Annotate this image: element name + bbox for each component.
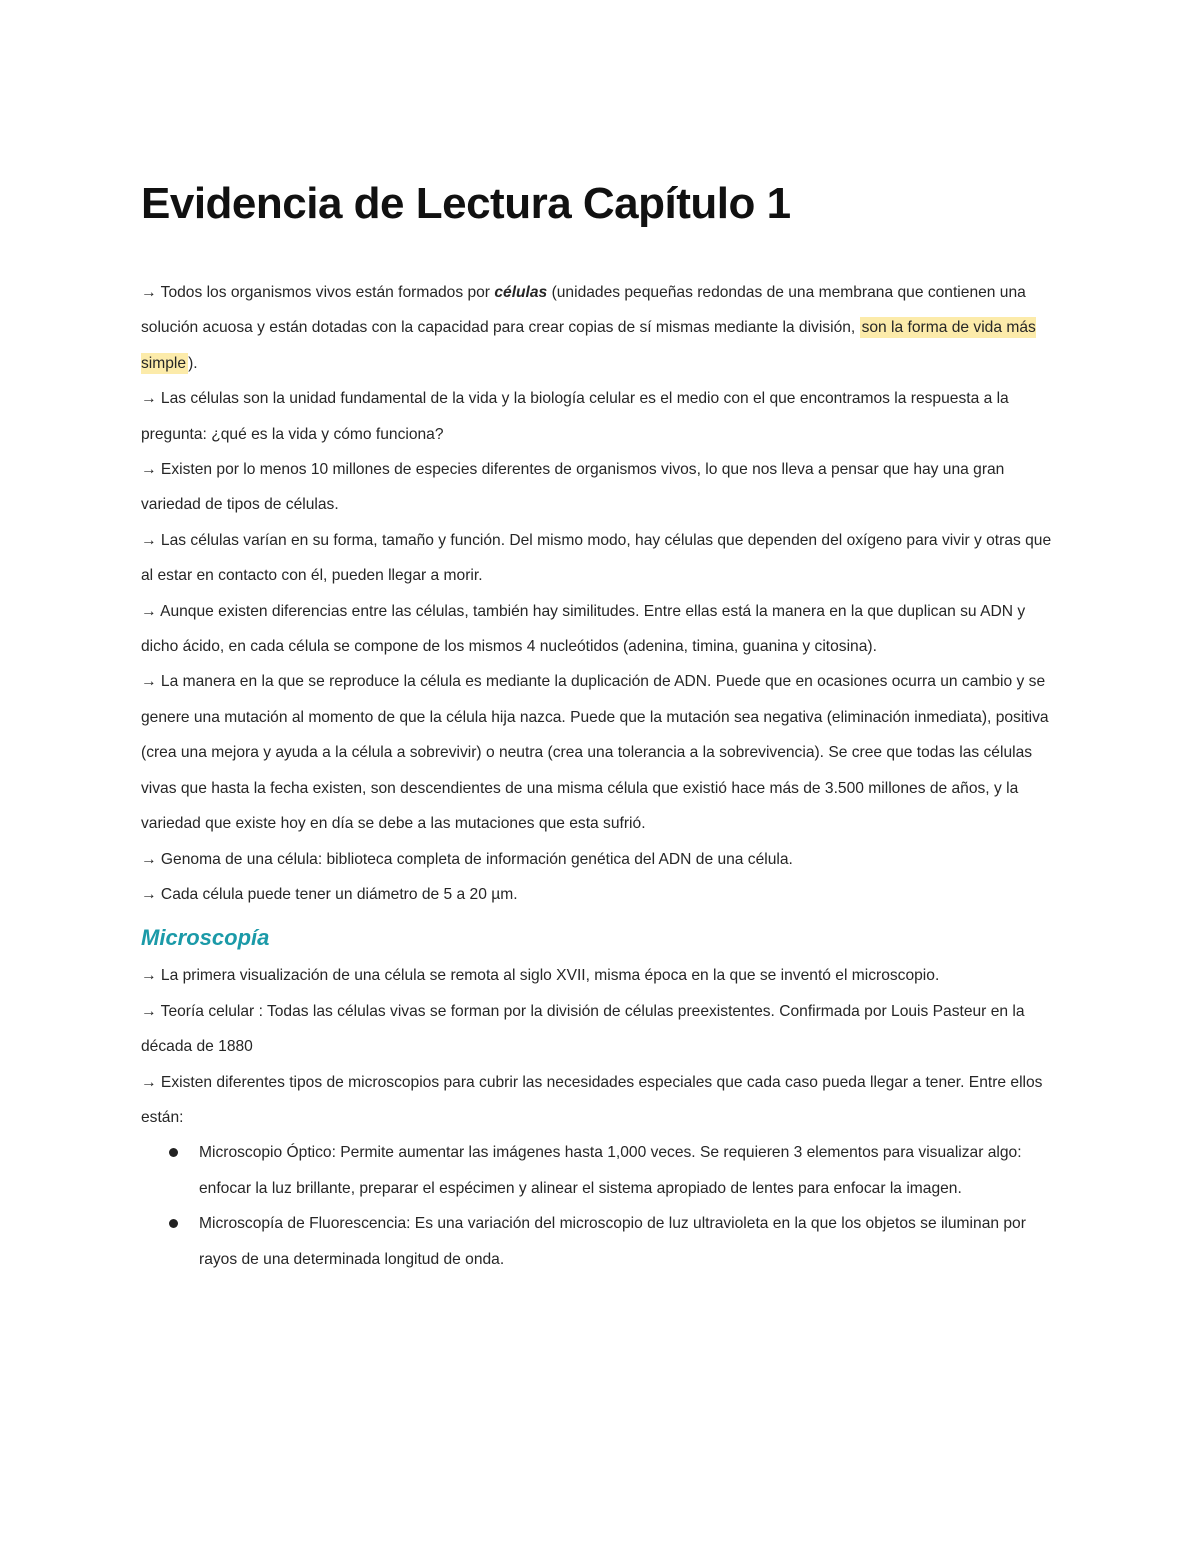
microscope-list [141,1135,1061,1277]
section-paragraph: → Teoría celular : Todas las células vivas se forman por la división de células preexistentes. Confirmada por Louis Pasteur en la década de 1880 [141,1002,1025,1056]
paragraph-cells-intro [141,275,1061,381]
highlighted-text: son la forma de vida más simple [141,319,1036,372]
section-paragraph: → La primera visualización de una célula se remota al siglo XVII, misma época en la que se inventó el microscopio. [141,967,940,985]
document-page [141,178,1061,1277]
bullet-icon [169,1219,178,1228]
list-item [199,1206,1061,1277]
text-segment: ). [188,354,198,372]
text-segment: → Todos los organismos vivos están formados por [141,284,495,301]
emphasized-term: células [494,284,548,301]
list-item-text: Microscopía de Fluorescencia: Es una variación del microscopio de luz ultravioleta en la que los objetos se iluminan por rayos de una determinada longitud de onda. [199,1215,1026,1268]
document-title: Evidencia de Lectura Capítulo 1 [141,179,791,228]
paragraph: → Genoma de una célula: biblioteca completa de información genética del ADN de una célula. [141,850,793,868]
paragraph: → Las células son la unidad fundamental de la vida y la biología celular es el medio con el que encontramos la respuesta a la pregunta: ¿qué es la vida y cómo funciona? [141,390,1009,443]
paragraph: → Existen por lo menos 10 millones de especies diferentes de organismos vivos, lo que nos lleva a pensar que hay una gran variedad de tipos de células. [141,461,1005,514]
list-item [199,1135,1061,1206]
paragraph: → La manera en la que se reproduce la célula es mediante la duplicación de ADN. Puede que en ocasiones ocurra un cambio y se genere una mutación al momento de que la célula hija nazca. Puede que la mutación sea negativa (eliminación inmediata), positiva (crea una mejora y ayuda a la célula a sobrevivir) o neutra (crea una tolerancia a la sobrevivencia). Se cree que todas las células vivas que hasta la fecha existen, son descendientes de una misma célula que existió hace más de 3.500 millones de años, y la variedad que existe hoy en día se debe a las mutaciones que esta sufrió. [141,673,1049,833]
section-paragraph: → Existen diferentes tipos de microscopios para cubrir las necesidades especiales que cada caso pueda llegar a tener. Entre ellos están: [141,1073,1043,1126]
list-item-text: Microscopio Óptico: Permite aumentar las imágenes hasta 1,000 veces. Se requieren 3 elementos para visualizar algo: enfocar la luz brillante, preparar el espécimen y alinear el sistema apropiado de lentes para enfocar la imagen. [199,1144,1022,1197]
text-segment: (unidades pequeñas redondas de una membrana que contienen una solución acuosa y están dotadas con la capacidad para crear copias de sí mismas mediante la división, [141,284,1026,337]
paragraph: → Las células varían en su forma, tamaño y función. Del mismo modo, hay células que dependen del oxígeno para vivir y otras que al estar en contacto con él, pueden llegar a morir. [141,531,1052,585]
section-heading: Microscopía [141,925,270,951]
paragraph: → Aunque existen diferencias entre las células, también hay similitudes. Entre ellas está la manera en la que duplican su ADN y dicho ácido, en cada célula se compone de los mismos 4 nucleótidos (adenina, timina, guanina y citosina). [141,602,1026,656]
paragraph: → Cada célula puede tener un diámetro de 5 a 20 µm. [141,885,518,903]
bullet-icon [169,1148,178,1157]
